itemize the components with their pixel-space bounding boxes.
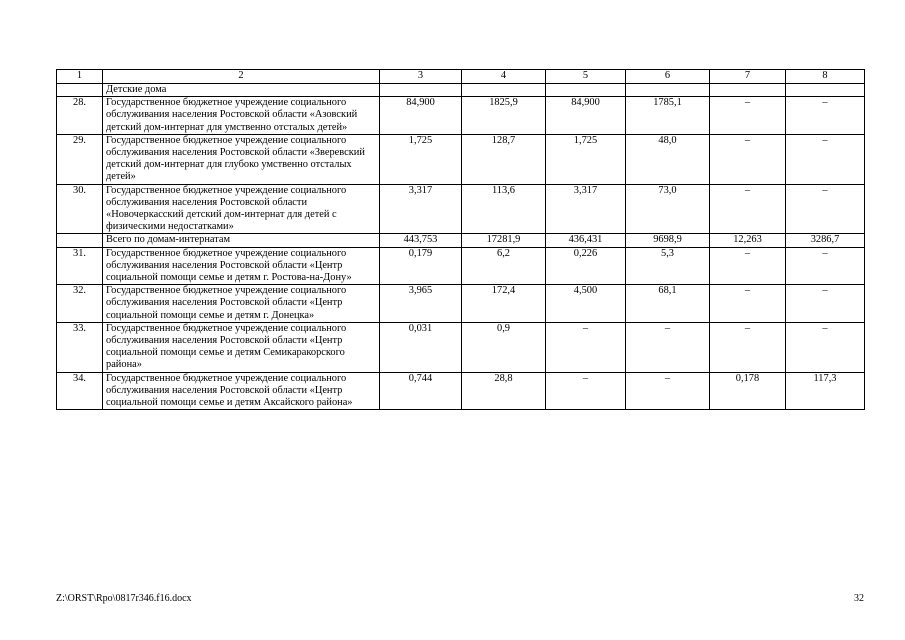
- institution-name: Государственное бюджетное учреждение социального обслуживания населения Ростовской области «Центр социальной помощи семье и детям Семикаракорского района»: [103, 322, 380, 372]
- value-col-4: 128,7: [462, 134, 546, 184]
- institution-name: Государственное бюджетное учреждение социального обслуживания населения Ростовской области «Азовский детский дом-интернат для умственно отсталых детей»: [103, 97, 380, 135]
- value-col-7: –: [710, 134, 786, 184]
- value-col-5: 4,500: [546, 285, 626, 323]
- value-col-6: 73,0: [626, 184, 710, 234]
- institution-name: Государственное бюджетное учреждение социального обслуживания населения Ростовской области «Зверевский детский дом-интернат для глубоко умственно отсталых детей»: [103, 134, 380, 184]
- institution-name: Государственное бюджетное учреждение социального обслуживания населения Ростовской области «Центр социальной помощи семье и детям Аксайского района»: [103, 372, 380, 410]
- page-number: 32: [854, 593, 864, 604]
- value-col-5: –: [546, 322, 626, 372]
- row-number: 32.: [57, 285, 103, 323]
- value-col-4: 0,9: [462, 322, 546, 372]
- table-row: [57, 97, 865, 135]
- value-col-5: 3,317: [546, 184, 626, 234]
- value-col-3: 0,179: [380, 247, 462, 285]
- value-col-7: –: [710, 322, 786, 372]
- row-number: 31.: [57, 247, 103, 285]
- value-col-5: –: [546, 372, 626, 410]
- row-number: 34.: [57, 372, 103, 410]
- total-c7: 12,263: [710, 234, 786, 247]
- value-col-8: –: [786, 247, 865, 285]
- value-col-6: 68,1: [626, 285, 710, 323]
- value-col-6: –: [626, 372, 710, 410]
- total-c8: 3286,7: [786, 234, 865, 247]
- value-col-7: –: [710, 247, 786, 285]
- header-cell-7: 7: [710, 70, 786, 84]
- value-col-5: 84,900: [546, 97, 626, 135]
- section-num-cell: [57, 84, 103, 97]
- row-number: 28.: [57, 97, 103, 135]
- section-row: [57, 84, 865, 97]
- section-label: Детские дома: [103, 84, 380, 97]
- empty-cell: [786, 84, 865, 97]
- row-number: 33.: [57, 322, 103, 372]
- header-cell-2: 2: [103, 70, 380, 84]
- table-row: [57, 247, 865, 285]
- value-col-3: 84,900: [380, 97, 462, 135]
- header-cell-8: 8: [786, 70, 865, 84]
- value-col-4: 28,8: [462, 372, 546, 410]
- table-header-row: [57, 70, 865, 84]
- table-row: [57, 372, 865, 410]
- empty-cell: [380, 84, 462, 97]
- value-col-6: 1785,1: [626, 97, 710, 135]
- value-col-7: 0,178: [710, 372, 786, 410]
- value-col-8: –: [786, 134, 865, 184]
- value-col-6: 48,0: [626, 134, 710, 184]
- row-number: 29.: [57, 134, 103, 184]
- empty-cell: [462, 84, 546, 97]
- header-cell-1: 1: [57, 70, 103, 84]
- table-row: [57, 184, 865, 234]
- value-col-7: –: [710, 97, 786, 135]
- value-col-8: 117,3: [786, 372, 865, 410]
- footer-file-path: Z:\ORST\Rpo\0817r346.f16.docx: [56, 593, 192, 604]
- row-number: 30.: [57, 184, 103, 234]
- total-c4: 17281,9: [462, 234, 546, 247]
- total-row: [57, 234, 865, 247]
- data-table: [56, 69, 865, 410]
- header-cell-3: 3: [380, 70, 462, 84]
- empty-cell: [546, 84, 626, 97]
- value-col-6: –: [626, 322, 710, 372]
- table-row: [57, 134, 865, 184]
- value-col-4: 113,6: [462, 184, 546, 234]
- rows-group-b: [57, 247, 865, 410]
- empty-cell: [626, 84, 710, 97]
- rows-group-a: [57, 97, 865, 234]
- value-col-5: 0,226: [546, 247, 626, 285]
- value-col-8: –: [786, 97, 865, 135]
- institution-name: Государственное бюджетное учреждение социального обслуживания населения Ростовской области «Новочеркасский детский дом-интернат для детей с физическими недостатками»: [103, 184, 380, 234]
- value-col-4: 1825,9: [462, 97, 546, 135]
- header-cell-4: 4: [462, 70, 546, 84]
- header-cell-5: 5: [546, 70, 626, 84]
- value-col-7: –: [710, 285, 786, 323]
- value-col-3: 0,031: [380, 322, 462, 372]
- value-col-8: –: [786, 285, 865, 323]
- total-c5: 436,431: [546, 234, 626, 247]
- value-col-4: 6,2: [462, 247, 546, 285]
- institution-name: Государственное бюджетное учреждение социального обслуживания населения Ростовской области «Центр социальной помощи семье и детям г. Ростова-на-Дону»: [103, 247, 380, 285]
- total-num-cell: [57, 234, 103, 247]
- empty-cell: [710, 84, 786, 97]
- value-col-8: –: [786, 322, 865, 372]
- header-cell-6: 6: [626, 70, 710, 84]
- value-col-5: 1,725: [546, 134, 626, 184]
- total-label: Всего по домам-интернатам: [103, 234, 380, 247]
- value-col-4: 172,4: [462, 285, 546, 323]
- value-col-7: –: [710, 184, 786, 234]
- value-col-6: 5,3: [626, 247, 710, 285]
- value-col-3: 3,965: [380, 285, 462, 323]
- value-col-3: 1,725: [380, 134, 462, 184]
- value-col-3: 3,317: [380, 184, 462, 234]
- value-col-8: –: [786, 184, 865, 234]
- total-c3: 443,753: [380, 234, 462, 247]
- institution-name: Государственное бюджетное учреждение социального обслуживания населения Ростовской области «Центр социальной помощи семье и детям г. Донецка»: [103, 285, 380, 323]
- value-col-3: 0,744: [380, 372, 462, 410]
- table-row: [57, 322, 865, 372]
- table-row: [57, 285, 865, 323]
- total-c6: 9698,9: [626, 234, 710, 247]
